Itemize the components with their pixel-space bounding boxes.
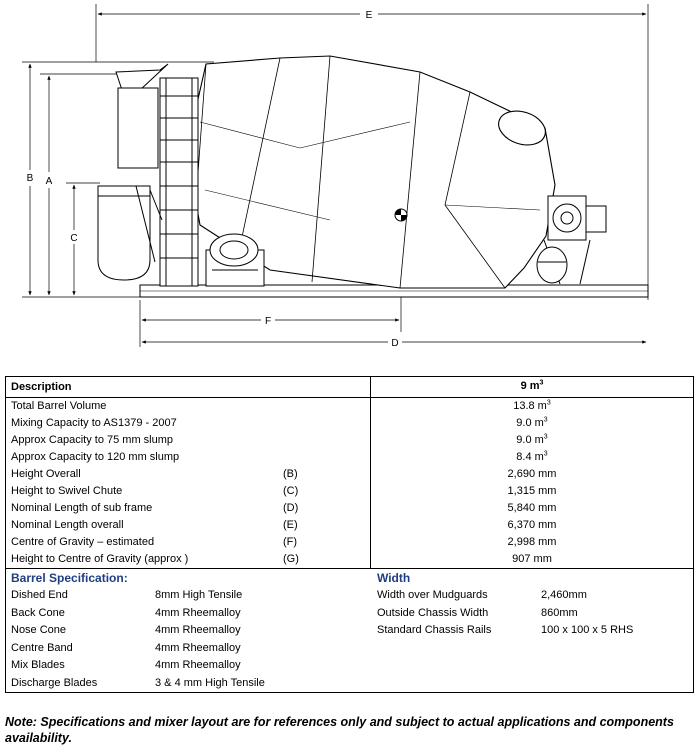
row-label-text: Height to Swivel Chute — [11, 485, 123, 497]
spec-item-label: Back Cone — [11, 606, 65, 619]
table-row — [6, 534, 693, 551]
dim-label-b: B — [26, 173, 34, 184]
table-row — [6, 483, 693, 500]
row-label-text: Height to Centre of Gravity (approx ) — [11, 553, 189, 565]
row-label — [6, 517, 371, 534]
spec-item-label: Width over Mudguards — [377, 589, 488, 601]
dim-label-c: C — [70, 233, 78, 244]
row-value — [371, 500, 693, 517]
row-value — [371, 432, 693, 449]
spec-item-label: Mix Blades — [11, 659, 65, 671]
row-value — [371, 415, 693, 432]
row-label — [6, 534, 371, 551]
dim-label-e: E — [365, 10, 373, 21]
table-row — [6, 551, 693, 568]
row-code: (F) — [283, 536, 298, 548]
row-code: (E) — [283, 519, 298, 531]
row-value-unit-exponent: 3 — [543, 450, 548, 458]
rear-assembly — [98, 64, 198, 286]
row-value — [371, 449, 693, 466]
spec-item-value: 4mm Rheemalloy — [155, 659, 241, 671]
row-value-text: 9.0 m — [516, 417, 544, 429]
spec-item-value: 860mm — [541, 606, 578, 619]
row-label-text: Approx Capacity to 75 mm slump — [11, 434, 174, 446]
row-label-text: Mixing Capacity to AS1379 - 2007 — [11, 417, 177, 429]
table-row — [6, 466, 693, 483]
row-label-text: Total Barrel Volume — [11, 400, 107, 412]
row-value — [371, 466, 693, 483]
spec-item-label: Standard Chassis Rails — [377, 624, 492, 636]
table-row — [6, 517, 693, 534]
row-label — [6, 449, 371, 466]
header-description: Description — [6, 377, 371, 397]
spec-item — [11, 675, 371, 693]
dim-label-a: A — [45, 176, 53, 187]
header-capacity: 9 $m^3$ — [520, 379, 544, 392]
spec-item — [11, 587, 371, 605]
dim-label-d: D — [391, 338, 399, 349]
row-label-text: Nominal Length overall — [11, 519, 124, 531]
centre-of-gravity-icon — [395, 209, 407, 221]
barrel-specification-title: Barrel Specification: — [11, 571, 128, 585]
row-label-text: Nominal Length of sub frame — [11, 502, 153, 514]
row-label-text: Centre of Gravity – estimated — [11, 536, 155, 548]
spec-item-label: Dished End — [11, 589, 68, 601]
row-value-text: 907 mm — [512, 553, 552, 565]
spec-item-label: Nose Cone — [11, 624, 67, 636]
spec-table-header — [6, 377, 693, 398]
row-value-text: 5,840 mm — [507, 502, 557, 514]
row-label — [6, 398, 371, 415]
table-row — [6, 432, 693, 449]
row-label — [6, 483, 371, 500]
row-value-unit-exponent: 3 — [543, 433, 548, 441]
row-value-unit-exponent: 3 — [546, 399, 551, 407]
mixer-drawing — [0, 0, 700, 370]
spec-table — [5, 376, 694, 693]
width-specification — [371, 569, 693, 692]
table-row — [6, 500, 693, 517]
spec-item — [11, 622, 371, 640]
spec-item-value: 3 & 4 mm High Tensile — [155, 676, 265, 689]
roller-frame — [206, 234, 264, 286]
row-label — [6, 500, 371, 517]
row-value-text: 8.4 m — [516, 451, 544, 463]
spec-sections — [6, 568, 693, 692]
row-value-text: 2,690 mm — [507, 468, 557, 480]
row-code: (B) — [283, 468, 298, 480]
spec-rows — [6, 398, 693, 568]
spec-item-value: 4mm Rheemalloy — [155, 641, 241, 654]
barrel-specification — [6, 569, 371, 692]
row-code: (D) — [283, 502, 299, 514]
spec-item — [11, 657, 371, 675]
spec-item-label: Centre Band — [11, 641, 73, 654]
spec-item-label: Discharge Blades — [11, 676, 98, 689]
spec-item — [377, 622, 693, 640]
row-value-text: 9.0 m — [516, 434, 544, 446]
dimension-c — [66, 183, 100, 295]
row-value-unit-exponent: 3 — [543, 416, 548, 424]
spec-item-value: 2,460mm — [541, 589, 587, 601]
table-row — [6, 415, 693, 432]
row-label-text: Height Overall — [11, 468, 81, 480]
row-value-text: 2,998 mm — [507, 536, 557, 548]
row-label — [6, 466, 371, 483]
row-value — [371, 517, 693, 534]
spec-item-value: 8mm High Tensile — [155, 589, 243, 601]
row-code: (C) — [283, 485, 299, 497]
spec-item — [11, 605, 371, 623]
row-value — [371, 398, 693, 415]
row-value-text: 13.8 m — [513, 400, 547, 412]
dimension-d — [142, 338, 646, 349]
disclaimer-note: Note: Specifications and mixer layout are for references only and subject to actual applications and components availability. — [5, 715, 674, 745]
spec-item-value: 4mm Rheemalloy — [155, 606, 241, 619]
row-label — [6, 415, 371, 432]
row-value — [371, 551, 693, 568]
row-label — [6, 432, 371, 449]
row-code: (G) — [283, 553, 299, 565]
row-value — [371, 483, 693, 500]
row-value — [371, 534, 693, 551]
spec-item — [377, 587, 693, 605]
row-value-text: 6,370 mm — [507, 519, 557, 531]
table-row — [6, 449, 693, 466]
spec-item-value: 4mm Rheemalloy — [155, 624, 241, 636]
spec-item — [377, 605, 693, 623]
spec-item-label: Outside Chassis Width — [377, 606, 489, 619]
table-row — [6, 398, 693, 415]
spec-item-value: 100 x 100 x 5 RHS — [541, 624, 634, 636]
dim-label-f: F — [264, 316, 272, 327]
spec-item — [11, 640, 371, 658]
width-title: Width — [377, 571, 411, 585]
row-value-text: 1,315 mm — [507, 485, 557, 497]
row-label-text: Approx Capacity to 120 mm slump — [11, 451, 180, 463]
row-label — [6, 551, 371, 568]
